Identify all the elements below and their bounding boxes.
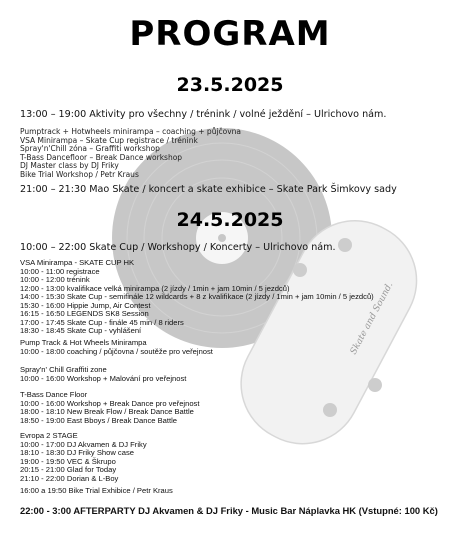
list-item: 18:50 - 19:00 East Bboys / Break Dance Battle: [20, 415, 178, 425]
list-item: DJ Master class by DJ Friky: [20, 161, 119, 171]
list-item: Pumptrack + Hotwheels minirampa – coaching + půjčovna: [20, 127, 242, 136]
skate-cup-block: [20, 259, 374, 336]
list-item: VSA Minirampa – Skate Cup registrace / trénink: [20, 135, 198, 145]
list-item: 17:00 - 17:45 Skate Cup - finále 45 min / 8 riders: [20, 317, 184, 327]
dance-floor-block: [20, 391, 199, 425]
list-item: 21:10 - 22:00 Dorian & L-Boy: [20, 473, 119, 483]
block-heading: VSA Minirampa - SKATE CUP HK: [20, 258, 135, 267]
list-item: 16:15 - 16:50 LEGENDS SK8 Session: [20, 309, 149, 318]
page-title: PROGRAM: [129, 14, 331, 54]
block-heading: Pump Track & Hot Wheels Minirampa: [20, 338, 147, 347]
block-heading: Evropa 2 STAGE: [20, 431, 78, 440]
pump-track-block: [20, 339, 213, 356]
graffiti-block: [20, 366, 186, 383]
list-item: 10:00 - 18:00 coaching / půjčovna / soutěže pro veřejnost: [20, 346, 213, 356]
list-item: 18:10 - 18:30 DJ Friky Show case: [20, 448, 134, 457]
list-item: 20:15 - 21:00 Glad for Today: [20, 465, 117, 474]
block-heading: T-Bass Dance Floor: [20, 390, 88, 399]
list-item: 14:00 - 15:30 Skate Cup - semifinále 12 wildcards + 8 z kvalifikace (2 jízdy / 1min + jam 10min / 5 jezdců): [20, 292, 374, 301]
list-item: 18:00 - 18:10 New Break Flow / Break Dance Battle: [20, 407, 194, 416]
day1-evening: 21:00 – 21:30 Mao Skate / koncert a skate exhibice – Skate Park Šimkovy sady: [20, 184, 397, 195]
list-item: 10:00 - 17:00 DJ Akvamen & DJ Friky: [20, 439, 147, 449]
list-item: 12:00 - 13:00 kvalifikace velká minirampa (2 jízdy / 1min + jam 10min / 5 jezdců): [20, 283, 290, 293]
record-label-text: Skate and Sound.: [348, 280, 396, 357]
list-item: 10:00 - 16:00 Workshop + Malování pro veřejnost: [20, 373, 187, 383]
list-item: 19:00 - 19:50 VEC & Škrupo: [20, 456, 116, 466]
day1-activity-list: [20, 128, 241, 180]
block-heading: Spray'n' Chill Graffiti zone: [20, 365, 107, 374]
list-item: T-Bass Dancefloor – Break Dance workshop: [20, 152, 183, 162]
day1-date: 23.5.2025: [176, 74, 284, 96]
list-item: 15:30 - 16:00 Hippie Jump, Air Contest: [20, 300, 151, 310]
day2-headline: 10:00 – 22:00 Skate Cup / Workshopy / Koncerty – Ulrichovo nám.: [20, 242, 336, 253]
day1-headline: 13:00 – 19:00 Aktivity pro všechny / trénink / volné ježdění – Ulrichovo nám.: [20, 109, 387, 120]
list-item: Bike Trial Workshop / Petr Kraus: [20, 169, 139, 179]
afterparty-line: 22:00 - 3:00 AFTERPARTY DJ Akvamen & DJ Friky - Music Bar Náplavka HK (Vstupné: 100 Kč): [20, 505, 438, 516]
day2-date: 24.5.2025: [176, 209, 284, 231]
list-item: Spray'n'Chill zóna – Graffiti workshop: [20, 144, 160, 154]
list-item: 10:00 - 11:00 registrace: [20, 266, 100, 276]
list-item: 10:00 - 16:00 Workshop + Break Dance pro veřejnost: [20, 398, 200, 408]
stage-block: [20, 432, 147, 483]
list-item: 10:00 - 12:00 trénink: [20, 275, 90, 284]
list-item: 18:30 - 18:45 Skate Cup - vyhlášení: [20, 326, 142, 335]
bike-trial-line: 16:00 a 19:50 Bike Trial Exhibice / Petr Kraus: [20, 486, 173, 495]
